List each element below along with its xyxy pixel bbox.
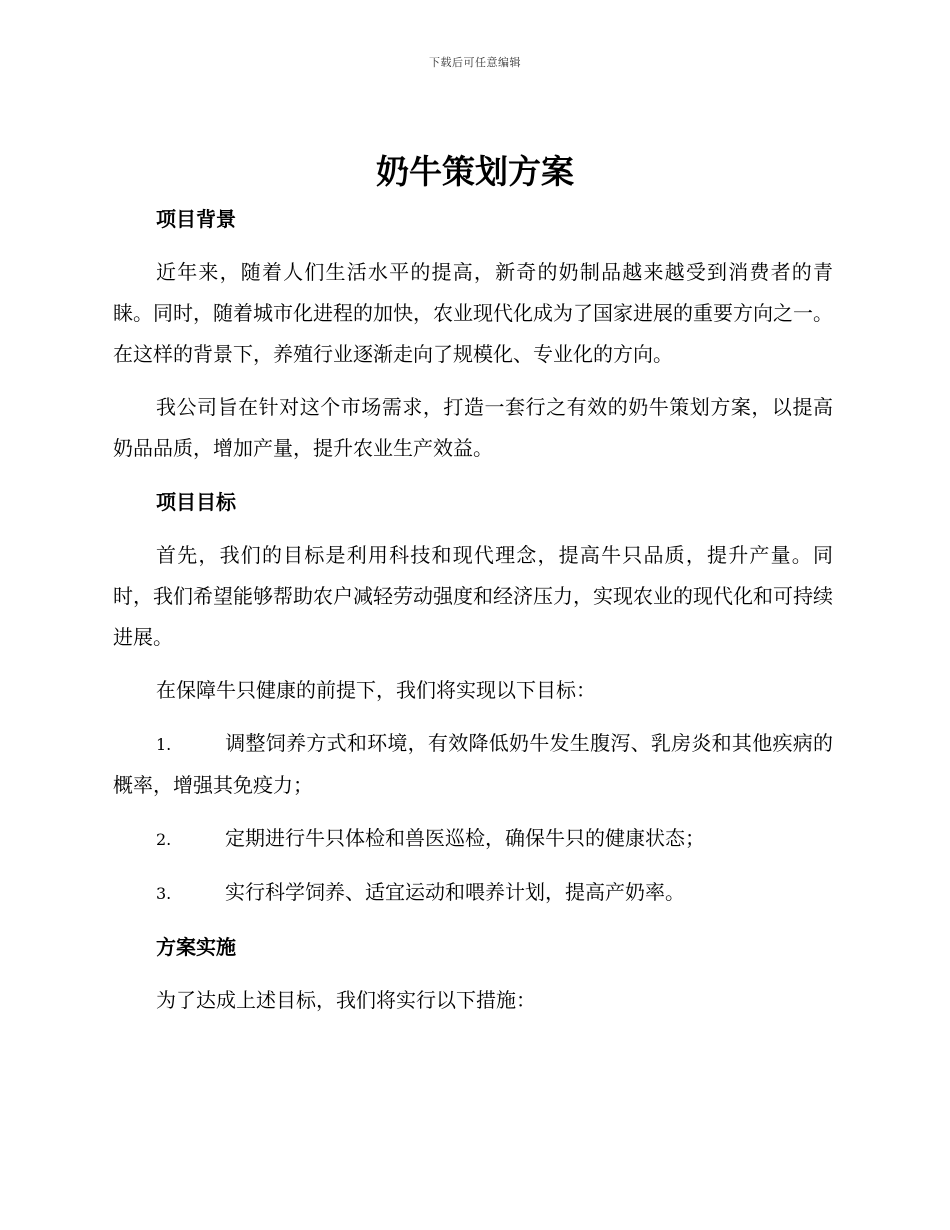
paragraph: 近年来，随着人们生活水平的提高，新奇的奶制品越来越受到消费者的青睐。同时，随着城市化进程的加快，农业现代化成为了国家进展的重要方向之一。在这样的背景下，养殖行业逐渐走向了规模化、专业化的方向。 <box>113 260 833 366</box>
list-number: 1. <box>156 735 172 754</box>
list-item <box>113 723 833 806</box>
list-item <box>113 872 833 914</box>
paragraph: 在保障牛只健康的前提下，我们将实现以下目标： <box>156 678 596 702</box>
paragraph: 我公司旨在针对这个市场需求，打造一套行之有效的奶牛策划方案，以提高奶品品质，增加产量，提升农业生产效益。 <box>113 395 833 460</box>
header-note: 下载后可任意编辑 <box>429 56 521 69</box>
document-body <box>113 197 833 1021</box>
list-text: 调整饲养方式和环境，有效降低奶牛发生腹泻、乳房炎和其他疾病的概率，增强其免疫力； <box>113 731 833 797</box>
section-heading-implementation: 方案实施 <box>156 935 236 959</box>
list-text: 定期进行牛只体检和兽医巡检，确保牛只的健康状态； <box>225 826 705 850</box>
list-number: 2. <box>156 830 172 849</box>
section-heading-goals: 项目目标 <box>156 490 236 514</box>
list-number: 3. <box>156 884 172 903</box>
paragraph: 为了达成上述目标，我们将实行以下措施： <box>156 988 536 1012</box>
list-item <box>113 818 833 860</box>
list-text: 实行科学饲养、适宜运动和喂养计划，提高产奶率。 <box>225 880 685 904</box>
section-heading-background: 项目背景 <box>156 207 236 231</box>
paragraph: 首先，我们的目标是利用科技和现代理念，提高牛只品质，提升产量。同时，我们希望能够帮助农户减轻劳动强度和经济压力，实现农业的现代化和可持续进展。 <box>113 543 833 649</box>
document-title: 奶牛策划方案 <box>376 152 574 191</box>
